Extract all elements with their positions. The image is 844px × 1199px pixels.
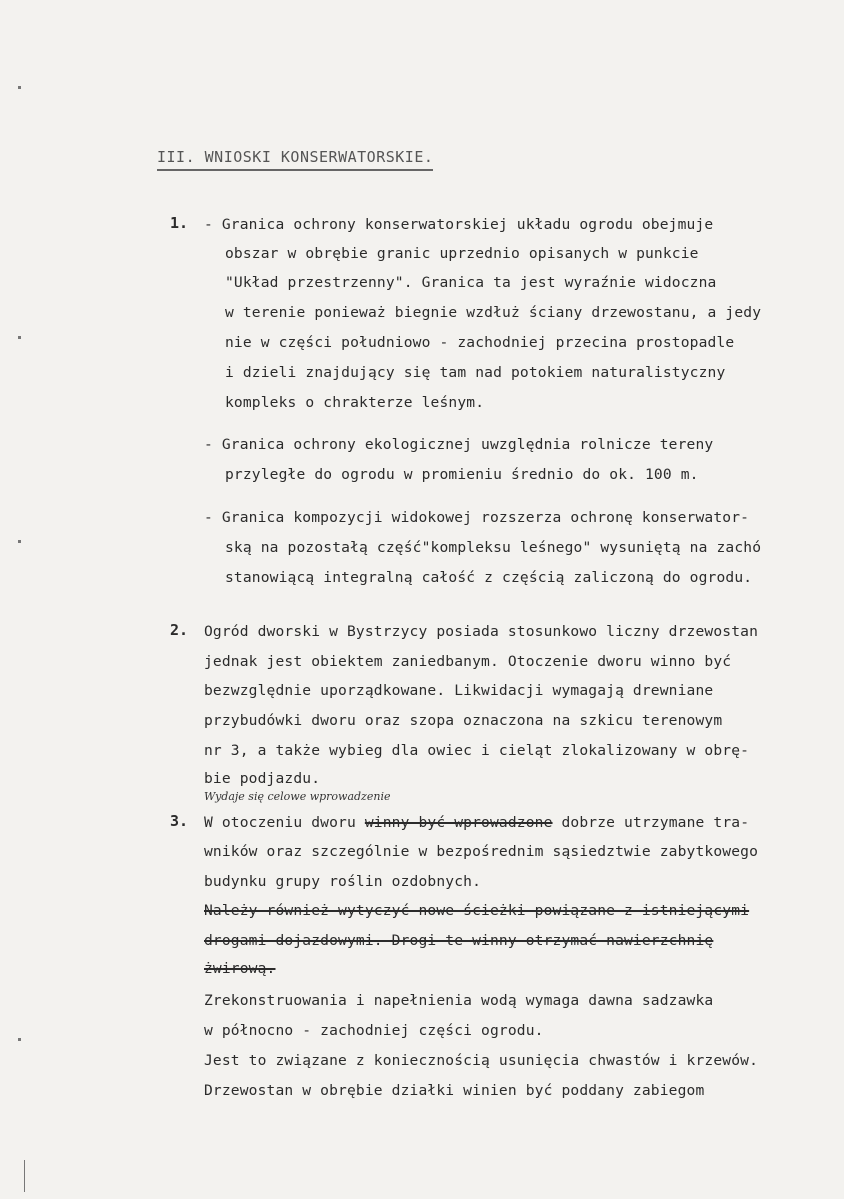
s3-line-1-struck: winny być wprowadzone xyxy=(364,814,553,831)
s3-line-1-start: W otoczeniu dworu xyxy=(204,814,365,831)
s2-line-5: nr 3, a także wybieg dla owiec i cieląt zlokalizowany w obrę- xyxy=(204,742,750,759)
s2-line-1: Ogród dworski w Bystrzycy posiada stosunkowo liczny drzewostan xyxy=(204,623,759,640)
s3-line-1-end: dobrze utrzymane tra- xyxy=(552,814,750,831)
s1a-line-7: kompleks o chrakterze leśnym. xyxy=(225,394,485,411)
margin-line xyxy=(24,1160,25,1192)
s3-struck-line-2: drogami dojazdowymi. Drogi te winny otrzymać nawierzchnię xyxy=(204,932,714,949)
s3-line-2: wników oraz szczególnie w bezpośrednim sąsiedztwie zabytkowego xyxy=(204,843,759,860)
s1a-line-5: nie w części południowo - zachodniej przecina prostopadle xyxy=(225,334,735,351)
section-heading: III. WNIOSKI KONSERWATORSKIE. xyxy=(157,148,433,171)
margin-dot xyxy=(18,1038,21,1041)
s2-line-3: bezwzględnie uporządkowane. Likwidacji wymagają drewniane xyxy=(204,682,714,699)
s1a-line-6: i dzieli znajdujący się tam nad potokiem naturalistyczny xyxy=(225,364,726,381)
s3-after-line-1: Zrekonstruowania i napełnienia wodą wymaga dawna sadzawka xyxy=(204,992,714,1009)
s1a-line-3: "Układ przestrzenny". Granica ta jest wyraźnie widoczna xyxy=(225,274,717,291)
handwritten-note: Wydaje się celowe wprowadzenie xyxy=(204,790,391,803)
s3-after-line-2: w północno - zachodniej części ogrodu. xyxy=(204,1022,544,1039)
s2-line-4: przybudówki dworu oraz szopa oznaczona na szkicu terenowym xyxy=(204,712,723,729)
s1a-line-1: - Granica ochrony konserwatorskiej układu ogrodu obejmuje xyxy=(204,216,714,233)
margin-dot xyxy=(18,336,21,339)
s1b-line-2: przyległe do ogrodu w promieniu średnio do ok. 100 m. xyxy=(225,466,699,483)
s2-line-2: jednak jest obiektem zaniedbanym. Otoczenie dworu winno być xyxy=(204,653,732,670)
s1c-line-1: - Granica kompozycji widokowej rozszerza ochronę konserwator- xyxy=(204,509,750,526)
margin-dot xyxy=(18,540,21,543)
s1a-line-4: w terenie ponieważ biegnie wzdłuż ściany drzewostanu, a jedy xyxy=(225,304,762,321)
s1b-line-1: - Granica ochrony ekologicznej uwzględnia rolnicze tereny xyxy=(204,436,714,453)
s2-line-6: bie podjazdu. xyxy=(204,770,321,787)
s3-after-line-4: Drzewostan w obrębie działki winien być poddany zabiegom xyxy=(204,1082,705,1099)
s1c-line-2: ską na pozostałą część"kompleksu leśnego" wysuniętą na zachó xyxy=(225,539,762,556)
s3-line-3: budynku grupy roślin ozdobnych. xyxy=(204,873,482,890)
s3-struck-line-1: Należy również wytyczyć nowe ścieżki powiązane z istniejącymi xyxy=(204,902,750,919)
margin-dot xyxy=(18,86,21,89)
s1c-line-3: stanowiącą integralną całość z częścią zaliczoną do ogrodu. xyxy=(225,569,753,586)
s3-after-line-3: Jest to związane z koniecznością usunięcia chwastów i krzewów. xyxy=(204,1052,759,1069)
s1a-line-2: obszar w obrębie granic uprzednio opisanych w punkcie xyxy=(225,245,699,262)
s3-struck-line-3: żwirową. xyxy=(204,960,276,977)
section-3-number: 3. xyxy=(170,812,189,830)
section-2-number: 2. xyxy=(170,621,189,639)
section-1-number: 1. xyxy=(170,214,189,232)
s3-line-1 xyxy=(204,814,749,831)
